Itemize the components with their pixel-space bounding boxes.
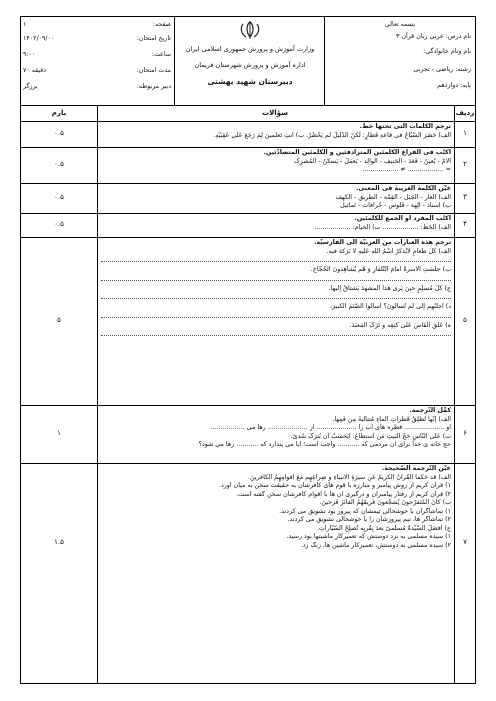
question-score: ۱.۵ xyxy=(54,538,64,546)
question-line: = .................. ≠ .................. xyxy=(362,166,451,173)
page-number: ۱ xyxy=(23,21,27,28)
question-number: ۵ xyxy=(463,316,467,324)
question-line: ۱) تماشاگران با خوشحالی تیمشان که پیروز بود تشویق می کردند. xyxy=(279,507,451,515)
question-line: الف) إنّها تُطلِقُ قَطَراتِ الماءِ مُتتالیةً مِن فَمِها. xyxy=(332,415,451,423)
question-line: حج خانه ی خدا برای آن مردمی که ........... واجب است؛ آیا می پندارد که ........... رها می شود؟ xyxy=(198,441,451,448)
school-name: دبیرستان شهید بهشتی xyxy=(207,77,293,86)
question-text xyxy=(101,215,451,232)
question-line: ۲) سیده مسلمی به دوستش، تعمیرکار ماشین ها، زنگ زد. xyxy=(300,541,451,549)
question-line: ه) عَلَّقَ الفَأسَ عَلی کَتِفِه و تَرَکَ المَعبَدَ. xyxy=(349,321,451,329)
answer-line[interactable] xyxy=(101,313,451,318)
question-line: او .................... قطره های آب را .................... از .................... رها می ................. xyxy=(210,424,451,431)
question-line: ب) کانَ المُتَفرّجونَ یُشجِّعونَ فَریقَهُمُ الفائزَ فَرحینَ. xyxy=(319,499,451,506)
question-line: الف) قد حَکَما القُرآنُ الکریمُ عَن سیرَةِ الأنبیاءِ و صِراعِهِم مَعَ أقوامِهِمُ الکافرینَ. xyxy=(248,473,451,481)
row-column-header: ردیف xyxy=(455,109,475,117)
exam-duration: ۷۰ دقیقه xyxy=(23,67,47,74)
exam-time: ۹:۰۰ xyxy=(23,51,36,58)
question-text xyxy=(101,465,451,550)
question-line: الأُمّ - یُعینُ - قَعَدَ - الحَنیف - الوالِد - یَعمَلُ - یَسکُنُ - المُشرِک xyxy=(294,157,451,165)
duration-label: مدت امتحان: xyxy=(136,67,171,74)
question-line: ۲) قرآن کریم از رفتار پیامبران و درگیری آن ها با اقوام کافرشان سخن گفته است. xyxy=(236,490,451,498)
question-text xyxy=(101,185,451,211)
question-line: د) اُجلُبُهم إلی لم تُسألونَ؟ اسألوا الصَّنَمَ الکَبیرَ. xyxy=(330,303,451,310)
bismillah: بسمه تعالی xyxy=(384,21,416,28)
question-number: ۶ xyxy=(463,429,467,437)
exam-date-label: تاریخ امتحان: xyxy=(136,35,171,42)
question-line: ب) جلَسَتِ الأُسرةُ أمامَ التِّلفازِ وَ هُم یُشاهِدونَ الحُجّاجَ. xyxy=(310,266,451,273)
question-score: ۰.۵ xyxy=(54,220,64,228)
question-score: ۰.۵ xyxy=(54,160,64,168)
question-instruction: ترجم هذه العبارات من العربیّة الی الفارسیّة. xyxy=(314,239,451,246)
question-line: الف) کُلْ طَعامٍ لایُذکَرُ اسْمُ اللهِ عَلَیهِ لا بَرَکةَ فیه. xyxy=(326,247,451,255)
question-line: الف) الغار - الجَبَل - القِمّة - الطّریق - الکَهف xyxy=(335,193,451,201)
student-name: نام ونام خانوادگی: xyxy=(423,48,471,55)
page-label: صفحه: xyxy=(152,21,171,28)
question-line: الف) حَضَرَ السُّیّاحُ فی قاعةِ قَطارٍ: لکنّ الدَّلیلَ لَم یَحْضُرْ. ب) أنتِ تَعلمینَ لِمَ رَجَعَ عَلی عَقِبَیْهِ. xyxy=(213,131,451,139)
question-row xyxy=(21,405,475,464)
question-text xyxy=(101,239,451,340)
score-column-header: بارم xyxy=(51,109,67,117)
column-headers xyxy=(21,105,475,122)
question-number: ۷ xyxy=(463,538,467,546)
teacher-label: دبیر مربوطه: xyxy=(136,83,171,90)
question-row xyxy=(21,213,475,238)
question-line: ج) کُلُّ مُسلِمٍ حینَ یَری هذا المشهدَ یَشتاقُ إلیها. xyxy=(328,284,451,292)
question-instruction: أکتُب فی الفراغ الکلمتَین المترادفتَین و الکلمتَین المتضادَّتَین. xyxy=(263,149,451,156)
question-line: ب) أسناد - آلِهة - فُلوس - خُرافات - تَماثیل xyxy=(340,202,451,209)
answer-line[interactable] xyxy=(101,331,451,336)
question-instruction: عیِّن الکلمةَ الغریبةَ فی المعنی. xyxy=(356,185,451,192)
header-left xyxy=(19,17,175,105)
question-number: ۲ xyxy=(463,160,467,168)
questions-column-header: سؤالات xyxy=(262,109,288,117)
question-number: ۱ xyxy=(463,129,467,137)
question-row xyxy=(21,463,475,623)
question-line: ب) عَلی النّاسِ حَجُّ البَیتِ مَن استطاعَ: أیَحسَبُ أن یُترَکَ سُدیً. xyxy=(290,432,451,440)
question-number: ۴ xyxy=(463,220,467,228)
grade-level: پایه: دوازدهم xyxy=(437,82,471,89)
question-row xyxy=(21,121,475,148)
answer-line[interactable] xyxy=(101,257,451,262)
question-row xyxy=(21,237,475,406)
question-instruction: اُکتُب المفرد أو الجمع للکلمتَین. xyxy=(354,215,451,222)
field-of-study: رشته: ریاضی - تجربی xyxy=(413,66,471,73)
question-instruction: کمِّل التّرجمة. xyxy=(409,407,451,414)
question-score: ۵ xyxy=(57,316,61,324)
question-score: ۱ xyxy=(57,429,61,437)
question-text xyxy=(101,407,451,450)
question-score: ۰.۵ xyxy=(54,193,64,201)
course-name: نام درس: عربی زبان قرآن ۳ xyxy=(395,33,471,40)
question-number: ۳ xyxy=(463,193,467,201)
education-office: اداره آموزش و پرورش شهرستان فریمان xyxy=(194,61,306,69)
exam-header xyxy=(21,17,475,106)
teacher-name: برزگر xyxy=(23,83,38,90)
exam-sheet xyxy=(20,16,476,684)
question-text xyxy=(101,123,451,140)
question-score: ۰.۵ xyxy=(54,129,64,137)
question-line: ج) أفضَلُ السّیّدةُ مُسلمیّ بعدَ بِقُربِه تُصلِحُ السَّیّاراتِ. xyxy=(316,524,451,532)
header-right xyxy=(324,17,475,105)
question-instruction: عیِّن التّرجمةَ الصّحیحةَ. xyxy=(381,465,451,472)
question-line: ۲) تماشاگر ها، تیم پیروزشان را با خوشحالی تشویق می کردند. xyxy=(287,516,451,523)
question-row xyxy=(21,147,475,184)
question-text xyxy=(101,149,451,175)
iran-emblem-icon xyxy=(237,20,263,40)
question-row xyxy=(21,183,475,214)
question-line: ۱) قرآن کریم از روش پیامبر و مبارزه با قوم های کافرشان به حقیقت سخن به میان آورد. xyxy=(218,482,451,489)
question-line: الف) الحَظّ: .................. ب) الخیام: .................. xyxy=(314,223,451,231)
answer-line[interactable] xyxy=(101,294,451,299)
question-instruction: ترجم الکلمات الّتی تحتها خطّ. xyxy=(359,123,451,130)
ministry-name: وزارت آموزش و پرورش جمهوری اسلامی ایران xyxy=(185,45,315,53)
question-line: ۱) سیده مسلمی به نزد دوستش که تعمیرکار ماشینها بود رسید. xyxy=(286,533,451,540)
exam-date: ۱۴۰۲/۰۹/۰۰ xyxy=(23,35,55,42)
answer-line[interactable] xyxy=(101,276,451,281)
exam-time-label: ساعت: xyxy=(151,51,171,58)
header-middle xyxy=(174,17,325,105)
